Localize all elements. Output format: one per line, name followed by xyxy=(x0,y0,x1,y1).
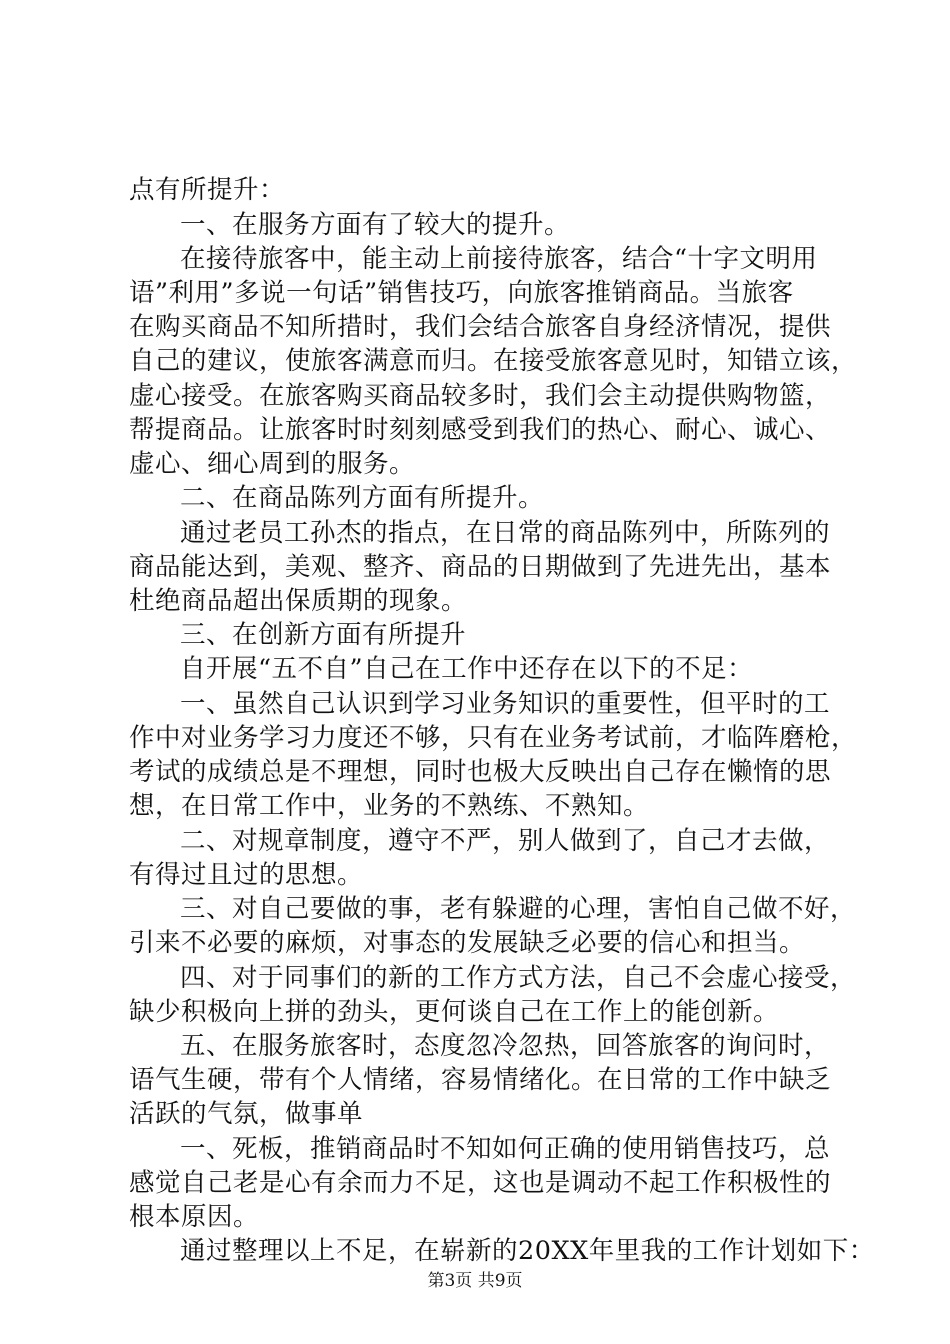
text-line-27: 语气生硬，带有个人情绪，容易情绪化。在日常的工作中缺乏 xyxy=(129,1065,832,1095)
text-line-7: 虚心接受。在旅客购买商品较多时，我们会主动提供购物篮， xyxy=(129,381,832,411)
text-line-9: 虚心、细心周到的服务。 xyxy=(129,449,416,479)
text-line-14: 三、在创新方面有所提升 xyxy=(180,620,467,650)
text-line-3: 在接待旅客中，能主动上前接待旅客，结合“十字文明用 xyxy=(180,244,818,274)
text-line-17: 作中对业务学习力度还不够，只有在业务考试前，才临阵磨枪， xyxy=(129,723,858,753)
text-line-32: 通过整理以上不足，在崭新的20XX年里我的工作计划如下： xyxy=(180,1236,875,1266)
text-line-28: 活跃的气氛，做事单 xyxy=(129,1099,364,1129)
text-line-13: 杜绝商品超出保质期的现象。 xyxy=(129,586,468,616)
text-line-19: 想，在日常工作中，业务的不熟练、不熟知。 xyxy=(129,791,650,821)
text-line-10: 二、在商品陈列方面有所提升。 xyxy=(180,483,545,513)
text-line-22: 三、对自己要做的事，老有躲避的心理，害怕自己做不好， xyxy=(180,894,857,924)
text-line-18: 考试的成绩总是不理想，同时也极大反映出自己存在懒惰的思 xyxy=(129,757,832,787)
text-line-29: 一、死板，推销商品时不知如何正确的使用销售技巧，总 xyxy=(180,1134,831,1164)
text-line-30: 感觉自己老是心有余而力不足，这也是调动不起工作积极性的 xyxy=(129,1168,832,1198)
text-line-2: 一、在服务方面有了较大的提升。 xyxy=(180,210,571,240)
text-line-12: 商品能达到，美观、整齐、商品的日期做到了先进先出，基本 xyxy=(129,552,832,582)
text-line-8: 帮提商品。让旅客时时刻刻感受到我们的热心、耐心、诚心、 xyxy=(129,415,832,445)
page-indicator: 第3页 共9页 xyxy=(427,1271,523,1291)
text-line-15: 自开展“五不自”自己在工作中还存在以下的不足： xyxy=(180,654,754,684)
text-line-24: 四、对于同事们的新的工作方式方法，自己不会虚心接受， xyxy=(180,963,857,993)
text-line-4: 语”利用”多说一句话”销售技巧，向旅客推销商品。当旅客 xyxy=(129,278,794,308)
text-line-25: 缺少积极向上拼的劲头，更何谈自己在工作上的能创新。 xyxy=(129,997,780,1027)
text-line-21: 有得过且过的思想。 xyxy=(129,860,364,890)
text-line-5: 在购买商品不知所措时，我们会结合旅客自身经济情况，提供 xyxy=(129,312,832,342)
text-line-16: 一、虽然自己认识到学习业务知识的重要性，但平时的工 xyxy=(180,689,831,719)
text-line-26: 五、在服务旅客时，态度忽冷忽热，回答旅客的询问时， xyxy=(180,1031,831,1061)
text-line-1: 点有所提升： xyxy=(129,175,286,205)
text-line-6: 自己的建议，使旅客满意而归。在接受旅客意见时，知错立该， xyxy=(129,346,858,376)
text-line-20: 二、对规章制度，遵守不严，别人做到了，自己才去做， xyxy=(180,826,831,856)
text-line-23: 引来不必要的麻烦，对事态的发展缺乏必要的信心和担当。 xyxy=(129,928,806,958)
text-line-31: 根本原因。 xyxy=(129,1202,260,1232)
text-line-11: 通过老员工孙杰的指点，在日常的商品陈列中，所陈列的 xyxy=(180,518,831,548)
